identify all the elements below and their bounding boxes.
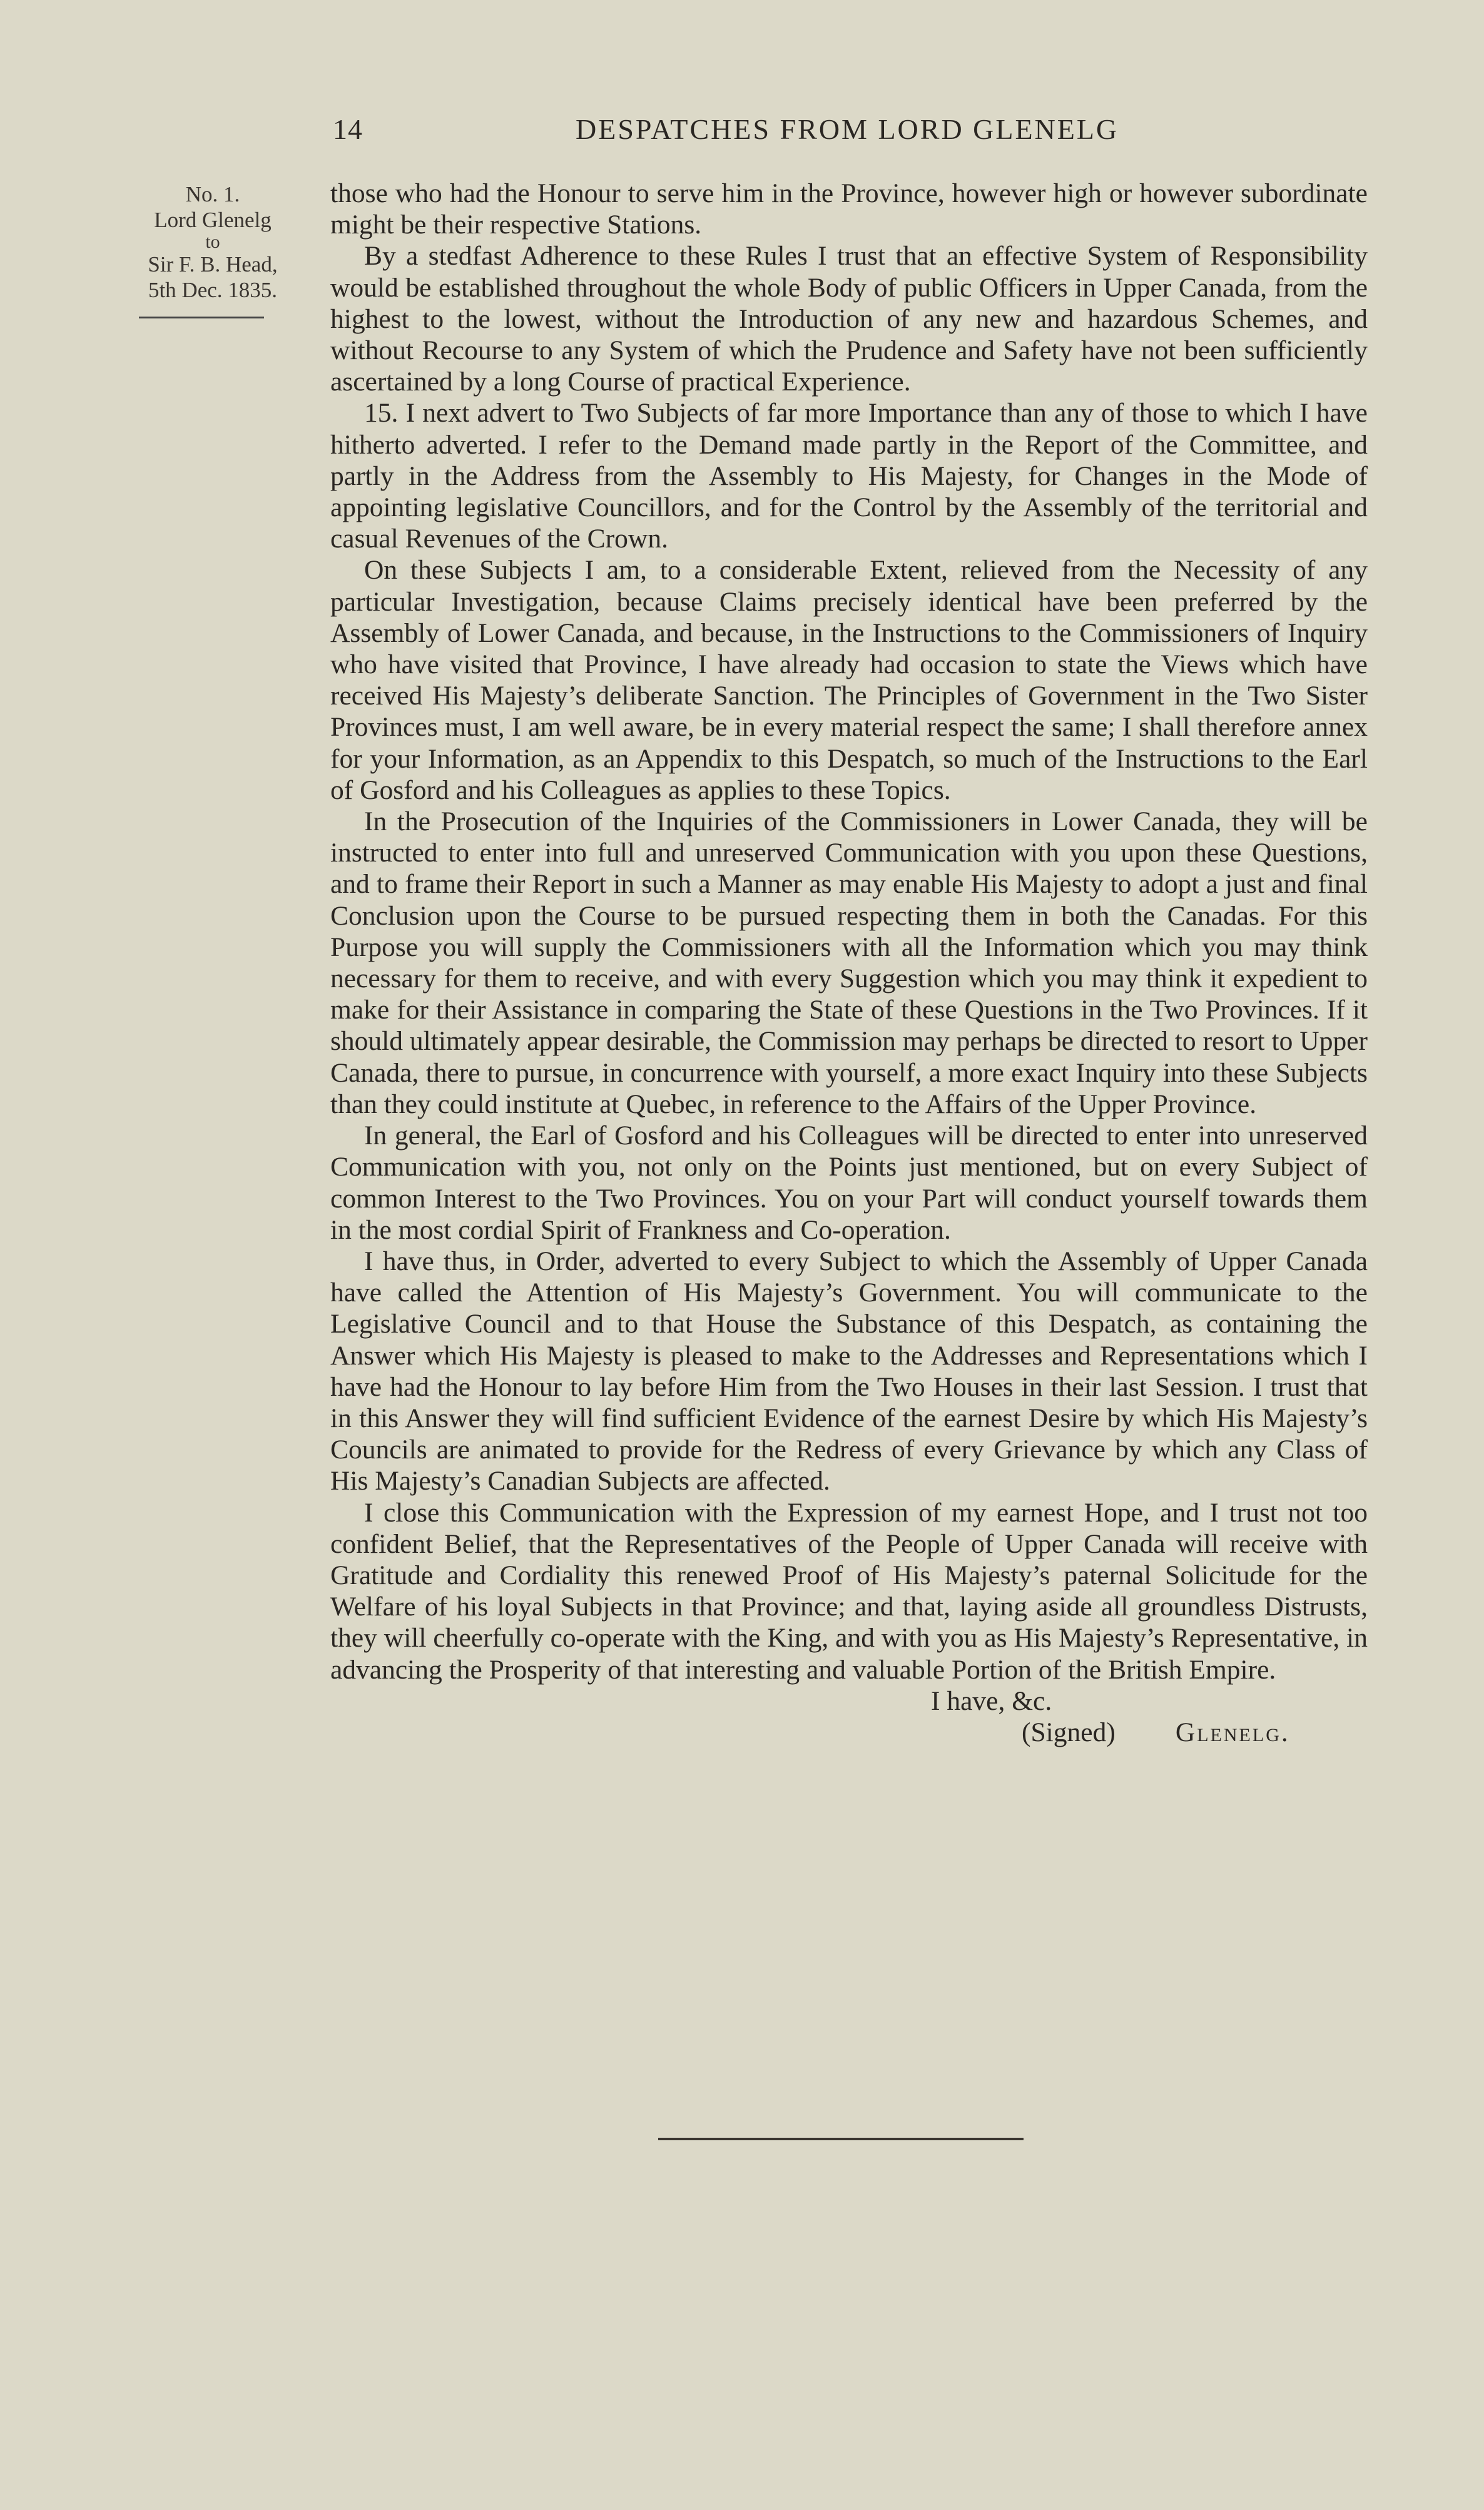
signature-line: [330, 1717, 1368, 1748]
margin-note: [119, 181, 307, 318]
signed-label: (Signed): [1022, 1717, 1116, 1747]
despatch-date: 5th Dec. 1835.: [148, 278, 278, 302]
end-rule: [658, 2138, 1024, 2140]
paragraph: By a stedfast Adherence to these Rules I trust that an effective System of Responsibility would be established throughout the whole Body of public Officers in Upper Canada, from the highest to the lowest, without the Introduction of any new and hazardous Schemes, and without Recourse to any System of which the Prudence and Safety have not been sufficiently ascertained by a long Course of practical Experience.: [330, 241, 1368, 397]
valediction: I have, &c.: [931, 1685, 1052, 1716]
page-number: 14: [333, 113, 363, 145]
paragraph: I close this Communication with the Expression of my earnest Hope, and I trust not too confident Belief, that the Representatives of the People of Upper Canada will receive with Gratitude and Cordiality this renewed Proof of His Majesty’s paternal Solicitude for the Welfare of his loyal Subjects in that Province; and that, laying aside all groundless Distrusts, they will cheerfully co-operate with the King, and with you as His Majesty’s Representative, in advancing the Prosperity of that interesting and valuable Portion of the British Empire.: [330, 1497, 1368, 1685]
paragraph: those who had the Honour to serve him in the Province, however high or however subordinate might be their respective Stations.: [330, 178, 1368, 240]
despatch-body: [330, 178, 1368, 1748]
despatch-number: No. 1.: [185, 182, 240, 206]
paragraph: I have thus, in Order, adverted to every Subject to which the Assembly of Upper Canada have called the Attention of His Majesty’s Government. You will communicate to the Legislative Council and to that House the Substance of this Despatch, as containing the Answer which His Majesty is pleased to make to the Addresses and Representations which I have had the Honour to lay before Him from the Two Houses in their last Session. I trust that in this Answer they will find sufficient Evidence of the earnest Desire by which His Majesty’s Councils are animated to provide for the Redress of every Grievance by which any Class of His Majesty’s Canadian Subjects are affected.: [330, 1246, 1368, 1496]
despatch-sender: Lord Glenelg: [154, 208, 272, 232]
running-head: DESPATCHES FROM LORD GLENELG: [576, 113, 1119, 145]
margin-divider: [139, 317, 264, 318]
signatory-name: Glenelg.: [1175, 1717, 1290, 1747]
despatch-to-label: to: [205, 231, 220, 252]
paragraph: In general, the Earl of Gosford and his Colleagues will be directed to enter into unreserved Communication with you, not only on the Points just mentioned, but on every Subject of common Interest to the Two Provinces. You on your Part will conduct yourself towards them in the most cordial Spirit of Frankness and Co-operation.: [330, 1120, 1368, 1245]
closing-block: [330, 1685, 1368, 1748]
paragraph: On these Subjects I am, to a considerable Extent, relieved from the Necessity of any particular Investigation, because Claims precisely identical have been preferred by the Assembly of Lower Canada, and because, in the Instructions to the Commissioners of Inquiry who have visited that Province, I have already had occasion to state the Views which have received His Majesty’s deliberate Sanction. The Principles of Government in the Two Sister Provinces must, I am well aware, be in every material respect the same; I shall therefore annex for your Information, as an Appendix to this Despatch, so much of the Instructions to the Earl of Gosford and his Colleagues as applies to these Topics.: [330, 555, 1368, 805]
paragraph: In the Prosecution of the Inquiries of the Commissioners in Lower Canada, they will be instructed to enter into full and unreserved Communication with you upon these Questions, and to frame their Report in such a Manner as may enable His Majesty to adopt a just and final Conclusion upon the Course to be pursued respecting them in both the Canadas. For this Purpose you will supply the Commissioners with all the Information which you may think necessary for them to receive, and with every Suggestion which you may think it expedient to make for their Assistance in comparing the State of these Questions in the Two Provinces. If it should ultimately appear desirable, the Commission may perhaps be directed to resort to Upper Canada, there to pursue, in concurrence with yourself, a more exact Inquiry into these Subjects than they could institute at Quebec, in reference to the Affairs of the Upper Province.: [330, 806, 1368, 1119]
despatch-recipient: Sir F. B. Head,: [148, 252, 278, 277]
paragraph: 15. I next advert to Two Subjects of far more Importance than any of those to which I have hitherto adverted. I refer to the Demand made partly in the Report of the Committee, and partly in the Address from the Assembly to His Majesty, for Changes in the Mode of appointing legislative Councillors, and for the Control by the Assembly of the territorial and casual Revenues of the Crown.: [330, 398, 1368, 554]
